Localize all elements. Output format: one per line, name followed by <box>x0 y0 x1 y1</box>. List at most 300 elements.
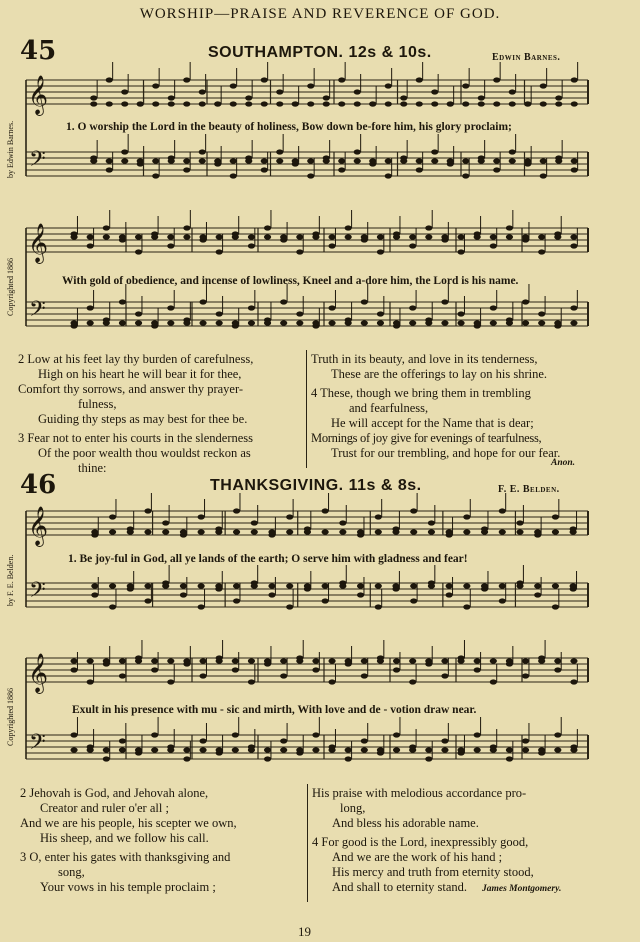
note-head <box>312 658 319 663</box>
note-head <box>87 243 94 248</box>
note-head <box>119 299 126 304</box>
hymn-46-meter: 11s & 8s. <box>348 477 422 494</box>
note-head <box>338 158 345 163</box>
verse-line: Your vows in his temple proclaim ; <box>40 880 216 894</box>
note-head <box>328 305 335 310</box>
note-head <box>216 249 223 254</box>
note-head <box>121 158 128 163</box>
note-head <box>457 311 464 316</box>
note-head <box>121 149 128 154</box>
note-head <box>552 583 559 588</box>
note-head <box>534 529 541 534</box>
note-head <box>493 101 500 106</box>
note-head <box>538 320 545 325</box>
note-head <box>446 583 453 588</box>
note-head <box>168 95 175 100</box>
verse-divider <box>306 350 307 468</box>
note-head <box>552 514 559 519</box>
note-head <box>416 77 423 82</box>
note-head <box>276 158 283 163</box>
verse-line: fulness, <box>78 397 117 411</box>
note-head <box>167 305 174 310</box>
note-head <box>393 747 400 752</box>
verse-line: 2 Jehovah is God, and Jehovah alone, <box>20 786 209 800</box>
note-head <box>377 320 384 325</box>
verse-line: Truth in its beauty, and love in its tenderness, <box>311 352 538 366</box>
note-head <box>268 592 275 597</box>
hymn-46-credit: James Montgomery. <box>482 884 562 894</box>
note-head <box>462 83 469 88</box>
note-head <box>292 101 299 106</box>
note-head <box>286 514 293 519</box>
note-head <box>441 658 448 663</box>
note-head <box>167 243 174 248</box>
note-head <box>292 158 299 163</box>
note-head <box>245 95 252 100</box>
note-head <box>522 234 529 239</box>
note-head <box>70 667 77 672</box>
verse-line: His mercy and truth from eternity stood, <box>332 865 534 879</box>
note-head <box>323 95 330 100</box>
note-head <box>457 234 464 239</box>
note-head <box>375 604 382 609</box>
note-head <box>91 529 98 534</box>
note-head <box>400 158 407 163</box>
note-head <box>506 658 513 663</box>
note-head <box>144 598 151 603</box>
note-head <box>447 158 454 163</box>
note-head <box>248 305 255 310</box>
note-head <box>570 305 577 310</box>
note-head <box>152 173 159 178</box>
note-head <box>119 320 126 325</box>
treble-clef-icon: 𝄞 <box>28 653 49 693</box>
note-head <box>457 320 464 325</box>
note-head <box>328 320 335 325</box>
note-head <box>144 508 151 513</box>
note-head <box>183 225 190 230</box>
note-head <box>446 592 453 597</box>
note-head <box>554 732 561 737</box>
note-head <box>296 658 303 663</box>
note-head <box>377 747 384 752</box>
note-head <box>109 583 116 588</box>
note-head <box>506 320 513 325</box>
note-head <box>87 658 94 663</box>
note-head <box>554 658 561 663</box>
note-head <box>431 101 438 106</box>
note-head <box>428 529 435 534</box>
note-head <box>554 667 561 672</box>
note-head <box>103 747 110 752</box>
note-head <box>554 747 561 752</box>
note-head <box>540 83 547 88</box>
note-head <box>251 529 258 534</box>
note-head <box>296 234 303 239</box>
note-head <box>109 529 116 534</box>
verse-line: 3 Fear not to enter his courts in the slenderness <box>18 431 254 445</box>
note-head <box>425 658 432 663</box>
verse-line: 4 For good is the Lord, inexpressibly good, <box>312 835 529 849</box>
note-head <box>198 604 205 609</box>
note-head <box>168 101 175 106</box>
note-head <box>280 234 287 239</box>
note-head <box>345 658 352 663</box>
verse-line: Of the poor wealth thou wouldst reckon as <box>38 446 251 460</box>
note-head <box>307 101 314 106</box>
note-head <box>183 234 190 239</box>
note-head <box>409 320 416 325</box>
note-head <box>276 89 283 94</box>
note-head <box>369 158 376 163</box>
note-head <box>425 756 432 761</box>
note-head <box>499 529 506 534</box>
note-head <box>87 305 94 310</box>
note-head <box>385 158 392 163</box>
hymn-46-verses-right <box>312 786 632 895</box>
verse-line: And we are his people, his scepter we own, <box>20 816 237 830</box>
note-head <box>522 738 529 743</box>
note-head <box>425 320 432 325</box>
note-head <box>522 673 529 678</box>
note-head <box>474 234 481 239</box>
note-head <box>385 173 392 178</box>
note-head <box>103 225 110 230</box>
note-head <box>339 529 346 534</box>
note-head <box>312 732 319 737</box>
hymn-46-lyric-line-2: Exult in his presence with mu - sic and mirth, With love and de - votion draw near. <box>72 704 477 716</box>
verse-line: He will accept for the Name that is dear; <box>331 416 534 430</box>
note-head <box>493 77 500 82</box>
note-head <box>152 158 159 163</box>
note-head <box>490 747 497 752</box>
note-head <box>230 173 237 178</box>
note-head <box>493 167 500 172</box>
note-head <box>135 311 142 316</box>
note-head <box>361 673 368 678</box>
note-head <box>474 320 481 325</box>
note-head <box>509 149 516 154</box>
note-head <box>441 320 448 325</box>
note-head <box>338 101 345 106</box>
note-head <box>431 89 438 94</box>
hymn-45-lyric-line-1: 1. O worship the Lord in the beauty of holiness, Bow down be-fore him, his glory proclaim; <box>66 121 512 133</box>
note-head <box>251 520 258 525</box>
note-head <box>490 234 497 239</box>
treble-clef-icon: 𝄞 <box>28 75 49 115</box>
note-head <box>357 583 364 588</box>
note-head <box>214 158 221 163</box>
note-head <box>276 101 283 106</box>
note-head <box>307 173 314 178</box>
note-head <box>393 320 400 325</box>
verse-line: And we are the work of his hand ; <box>332 850 503 864</box>
hymn-45-number: 45 <box>20 36 57 66</box>
note-head <box>183 101 190 106</box>
note-head <box>393 234 400 239</box>
note-head <box>554 320 561 325</box>
note-head <box>183 167 190 172</box>
note-head <box>276 149 283 154</box>
note-head <box>233 508 240 513</box>
note-head <box>280 747 287 752</box>
note-head <box>151 732 158 737</box>
note-head <box>506 756 513 761</box>
note-head <box>361 299 368 304</box>
note-head <box>516 529 523 534</box>
note-head <box>121 101 128 106</box>
verse-line: His praise with melodious accordance pro- <box>312 786 527 800</box>
bass-clef-icon: 𝄢 <box>29 578 46 608</box>
note-head <box>87 234 94 239</box>
note-head <box>103 234 110 239</box>
note-head <box>151 747 158 752</box>
note-head <box>540 101 547 106</box>
note-head <box>135 747 142 752</box>
note-head <box>91 592 98 597</box>
note-head <box>463 514 470 519</box>
note-head <box>409 243 416 248</box>
note-head <box>151 658 158 663</box>
bass-clef-icon: 𝄢 <box>29 147 46 177</box>
note-head <box>135 249 142 254</box>
note-head <box>441 747 448 752</box>
note-head <box>70 234 77 239</box>
note-head <box>522 320 529 325</box>
note-head <box>119 738 126 743</box>
note-head <box>280 673 287 678</box>
note-head <box>103 756 110 761</box>
page-header: WORSHIP—PRAISE AND REVERENCE OF GOD. <box>139 6 501 22</box>
note-head <box>70 320 77 325</box>
note-head <box>264 320 271 325</box>
verse-line: long, <box>340 801 366 815</box>
note-head <box>522 299 529 304</box>
verse-line: 4 These, though we bring them in trembling <box>311 386 531 400</box>
note-head <box>345 320 352 325</box>
note-head <box>167 747 174 752</box>
note-head <box>87 679 94 684</box>
hymn-45-composer: Edwin Barnes. <box>492 52 561 63</box>
hymn-46-composer: F. E. Belden. <box>498 484 560 495</box>
note-head <box>328 243 335 248</box>
hymn-46-verses-left <box>20 786 305 895</box>
note-head <box>199 299 206 304</box>
note-head <box>375 583 382 588</box>
note-head <box>168 158 175 163</box>
note-head <box>354 89 361 94</box>
note-head <box>431 158 438 163</box>
note-head <box>416 167 423 172</box>
note-head <box>70 732 77 737</box>
note-head <box>555 95 562 100</box>
treble-clef-icon: 𝄞 <box>28 506 49 546</box>
note-head <box>425 747 432 752</box>
note-head <box>339 583 346 588</box>
verse-line: Comfort thy sorrows, and answer thy prayer- <box>18 382 244 396</box>
note-head <box>552 604 559 609</box>
note-head <box>328 679 335 684</box>
note-head <box>457 747 464 752</box>
note-head <box>328 234 335 239</box>
note-head <box>199 89 206 94</box>
note-head <box>183 658 190 663</box>
note-head <box>162 583 169 588</box>
verse-line: Trust for our trembling, and hope for our fear. <box>331 446 561 460</box>
note-head <box>214 101 221 106</box>
note-head <box>199 101 206 106</box>
note-head <box>499 598 506 603</box>
note-head <box>410 598 417 603</box>
note-head <box>570 747 577 752</box>
note-head <box>312 747 319 752</box>
note-head <box>361 658 368 663</box>
note-head <box>499 508 506 513</box>
note-head <box>90 101 97 106</box>
note-head <box>245 158 252 163</box>
note-head <box>361 747 368 752</box>
hymn-46-lyric-line-1: 1. Be joy-ful in God, all ye lands of the earth; O serve him with gladness and fear! <box>68 553 468 565</box>
note-head <box>322 583 329 588</box>
note-head <box>109 514 116 519</box>
note-head <box>264 225 271 230</box>
note-head <box>230 158 237 163</box>
note-head <box>540 158 547 163</box>
note-head <box>474 732 481 737</box>
note-head <box>516 583 523 588</box>
note-head <box>339 520 346 525</box>
hymn-46-side-label-1: by F. E. Belden. <box>6 554 15 606</box>
note-head <box>162 520 169 525</box>
note-head <box>198 583 205 588</box>
note-head <box>119 658 126 663</box>
note-head <box>167 679 174 684</box>
hymn-46-side-label-2: Copyrighted 1886 <box>6 688 15 746</box>
note-head <box>106 101 113 106</box>
hymn-45-verses-right <box>311 352 631 461</box>
note-head <box>446 529 453 534</box>
note-head <box>151 320 158 325</box>
note-head <box>232 732 239 737</box>
note-head <box>441 673 448 678</box>
note-head <box>233 529 240 534</box>
note-head <box>524 158 531 163</box>
note-head <box>232 747 239 752</box>
note-head <box>87 747 94 752</box>
note-head <box>248 658 255 663</box>
note-head <box>509 158 516 163</box>
verse-line: song, <box>58 865 85 879</box>
treble-clef-icon: 𝄞 <box>28 223 49 263</box>
note-head <box>409 679 416 684</box>
note-head <box>462 101 469 106</box>
note-head <box>199 658 206 663</box>
note-head <box>462 173 469 178</box>
hymn-45-credit: Anon. <box>551 458 576 468</box>
note-head <box>377 658 384 663</box>
note-head <box>109 604 116 609</box>
note-head <box>357 592 364 597</box>
note-head <box>248 243 255 248</box>
note-head <box>410 529 417 534</box>
note-head <box>441 299 448 304</box>
note-head <box>323 158 330 163</box>
note-head <box>345 756 352 761</box>
note-head <box>392 583 399 588</box>
note-head <box>323 101 330 106</box>
verse-line: And bless his adorable name. <box>332 816 479 830</box>
note-head <box>248 234 255 239</box>
note-head <box>264 756 271 761</box>
note-head <box>328 747 335 752</box>
note-head <box>121 89 128 94</box>
note-head <box>90 95 97 100</box>
note-head <box>409 305 416 310</box>
note-head <box>261 167 268 172</box>
verse-line: 2 Low at his feet lay thy burden of carefulness, <box>18 352 254 366</box>
note-head <box>261 77 268 82</box>
note-head <box>463 604 470 609</box>
note-head <box>91 583 98 588</box>
note-head <box>248 747 255 752</box>
note-head <box>463 529 470 534</box>
note-head <box>354 101 361 106</box>
note-head <box>119 234 126 239</box>
note-head <box>230 83 237 88</box>
note-head <box>354 158 361 163</box>
note-head <box>409 658 416 663</box>
note-head <box>151 667 158 672</box>
note-head <box>264 658 271 663</box>
note-head <box>385 83 392 88</box>
verse-line: And shall to eternity stand. <box>332 880 468 894</box>
page-number: 19 <box>298 924 311 939</box>
hymn-45-meter: 12s & 10s. <box>348 44 432 61</box>
note-head <box>180 592 187 597</box>
note-head <box>428 520 435 525</box>
note-head <box>199 673 206 678</box>
note-head <box>570 320 577 325</box>
note-head <box>232 658 239 663</box>
note-head <box>481 529 488 534</box>
note-head <box>233 583 240 588</box>
note-head <box>457 249 464 254</box>
hymn-46-number: 46 <box>20 470 57 500</box>
note-head <box>400 101 407 106</box>
note-head <box>534 583 541 588</box>
note-head <box>144 529 151 534</box>
note-head <box>216 658 223 663</box>
note-head <box>369 101 376 106</box>
verse-line: These are the offerings to lay on his shrine. <box>331 367 548 381</box>
note-head <box>312 667 319 672</box>
note-head <box>392 529 399 534</box>
note-head <box>516 520 523 525</box>
note-head <box>248 320 255 325</box>
hymn-45-side-label-2: Copyrighted 1886 <box>6 258 15 316</box>
note-head <box>522 747 529 752</box>
note-head <box>199 320 206 325</box>
note-head <box>307 158 314 163</box>
note-head <box>570 658 577 663</box>
note-head <box>571 167 578 172</box>
verse-line: His sheep, and we follow his call. <box>40 831 209 845</box>
note-head <box>183 77 190 82</box>
note-head <box>410 508 417 513</box>
note-head <box>151 234 158 239</box>
note-head <box>167 658 174 663</box>
note-head <box>393 667 400 672</box>
